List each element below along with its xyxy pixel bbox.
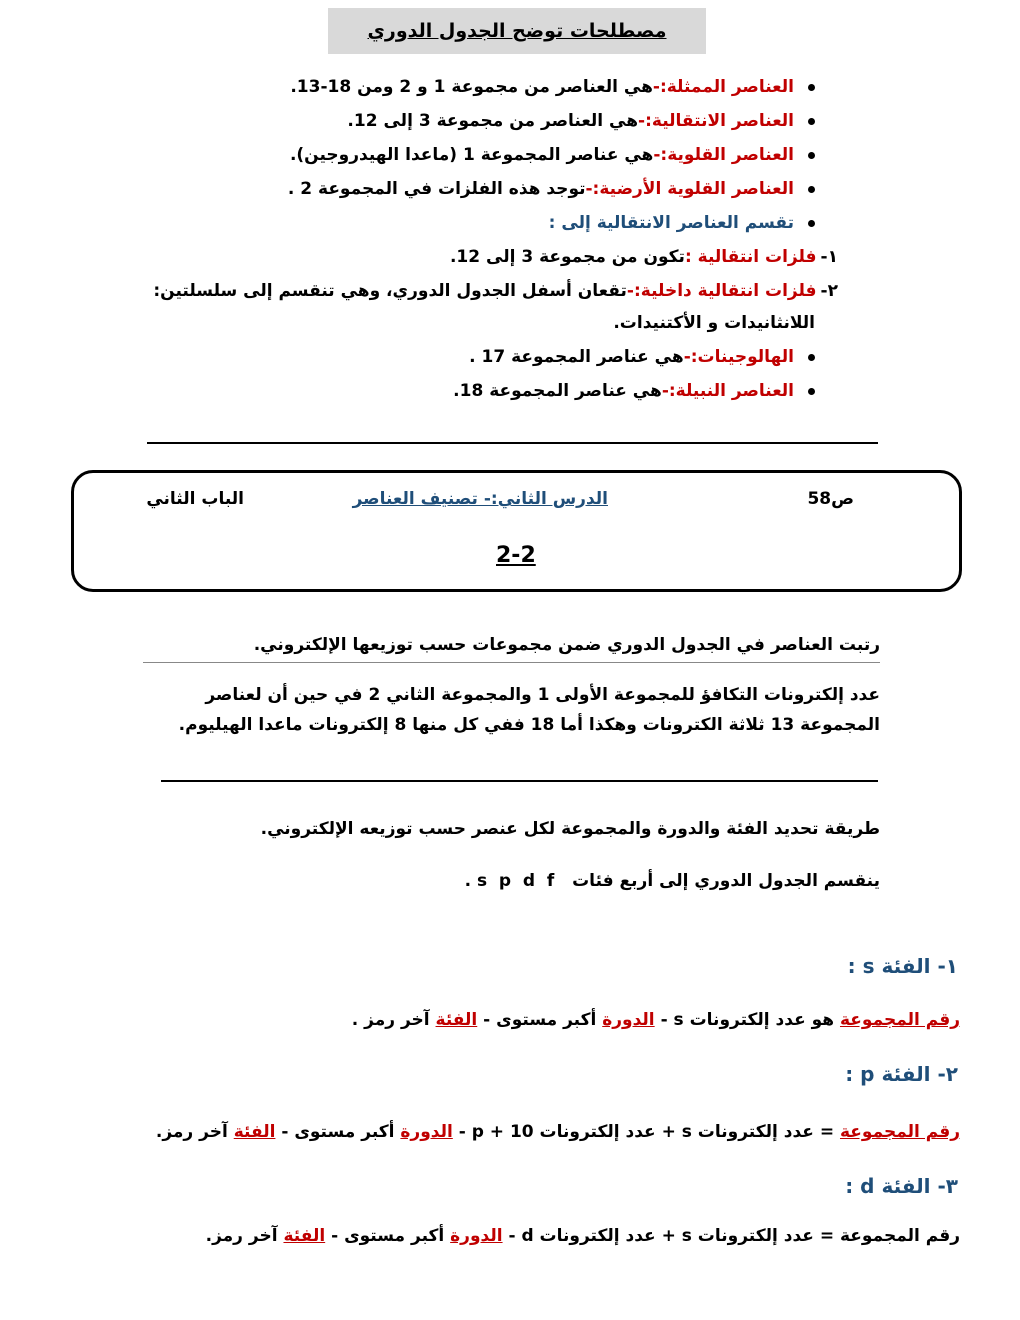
divider: [147, 442, 878, 444]
bullet-icon: [808, 220, 815, 227]
division-number: ٢-: [820, 281, 838, 301]
bullet-icon: [808, 388, 815, 395]
term-label: الهالوجينات:-: [683, 347, 794, 367]
division-label: فلزات انتقالية :: [684, 247, 817, 267]
paragraph-arrangement: رتبت العناصر في الجدول الدوري ضمن مجموعات حسب توزيعها الإلكتروني.: [253, 635, 880, 655]
category-s-rule: [352, 1010, 960, 1030]
divider: [161, 780, 878, 782]
bullet-icon: [808, 354, 815, 361]
chapter-title: الباب الثاني: [146, 489, 244, 509]
group-text: = عدد إلكترونات s + عدد إلكترونات d -: [508, 1226, 835, 1246]
term-label: العناصر الانتقالية:-: [638, 111, 794, 131]
block-label: الفئة: [233, 1122, 276, 1142]
division-number: ١-: [820, 247, 838, 267]
division-item: [147, 278, 838, 304]
group-label: رقم المجموعة: [839, 1010, 960, 1030]
term-item: [284, 142, 815, 168]
block-label: الفئة: [283, 1226, 326, 1246]
term-label: العناصر القلوية الأرضية:-: [585, 179, 794, 199]
category-p-rule: [156, 1122, 960, 1142]
term-label: العناصر النبيلة:-: [661, 381, 794, 401]
term-definition: هي عناصر المجموعة 1 (ماعدا الهيدروجين).: [289, 145, 654, 165]
term-label: العناصر الممثلة:-: [652, 77, 794, 97]
block-text: آخر رمز .: [351, 1010, 430, 1030]
term-label: العناصر القلوية:-: [653, 145, 794, 165]
term-definition: هي العناصر من مجموعة 1 و 2 ومن 18-13.: [290, 77, 653, 97]
term-definition: هي عناصر المجموعة 18.: [453, 381, 662, 401]
block-text: آخر رمز.: [155, 1122, 228, 1142]
group-text: = عدد إلكترونات s + عدد إلكترونات p + 10 -: [458, 1122, 835, 1142]
period-text: أكبر مستوى -: [483, 1010, 597, 1030]
term-item: [463, 344, 815, 370]
period-label: الدورة: [450, 1226, 503, 1246]
paragraph-blocks: ينقسم الجدول الدوري إلى أربع فئات s p d f .: [464, 871, 880, 891]
division-definition: تكون من مجموعة 3 إلى 12.: [449, 247, 685, 267]
term-item: [447, 378, 815, 404]
period-text: أكبر مستوى -: [331, 1226, 445, 1246]
term-definition: هي عناصر المجموعة 17 .: [469, 347, 684, 367]
term-label: تقسم العناصر الانتقالية إلى :: [548, 213, 794, 233]
category-s-heading: ١- الفئة s :: [847, 954, 958, 978]
group-label: رقم المجموعة: [839, 1122, 960, 1142]
division-continuation: اللانثانيدات و الأكتنيدات.: [613, 313, 815, 333]
division-label: فلزات انتقالية داخلية:-: [626, 281, 817, 301]
bullet-icon: [808, 84, 815, 91]
bullet-icon: [808, 118, 815, 125]
page-title-box: [328, 8, 706, 54]
paragraph-method: طريقة تحديد الفئة والدورة والمجموعة لكل عنصر حسب توزيعه الإلكتروني.: [260, 819, 880, 839]
page-number: ص58: [807, 489, 854, 509]
term-definition: هي العناصر من مجموعة 3 إلى 12.: [347, 111, 639, 131]
divider-thin: [143, 662, 880, 663]
lesson-number: 2-2: [496, 543, 536, 568]
period-label: الدورة: [602, 1010, 655, 1030]
division-item: [444, 244, 838, 270]
term-definition: توجد هذه الفلزات في المجموعة 2 .: [287, 179, 586, 199]
term-item: [543, 210, 815, 236]
group-text: هو عدد إلكترونات s -: [660, 1010, 835, 1030]
period-text: أكبر مستوى -: [281, 1122, 395, 1142]
category-d-rule: [206, 1226, 960, 1246]
page-title: مصطلحات توضح الجدول الدوري: [367, 20, 667, 42]
bullet-icon: [808, 186, 815, 193]
lesson-title: الدرس الثاني:- تصنيف العناصر: [352, 489, 608, 509]
term-item: [282, 176, 815, 202]
block-label: الفئة: [435, 1010, 478, 1030]
period-label: الدورة: [400, 1122, 453, 1142]
term-item: [284, 74, 815, 100]
paragraph-valence: عدد إلكترونات التكافؤ للمجموعة الأولى 1 والمجموعة الثاني 2 في حين أن لعناصر المجموعة 13 ثلاثة الكترونات وهكذا أما 18 ففي كل منها 8 إلكترونات ماعدا الهيليوم.: [178, 685, 880, 735]
group-label: رقم المجموعة: [839, 1226, 960, 1246]
block-text: آخر رمز.: [205, 1226, 278, 1246]
bullet-icon: [808, 152, 815, 159]
category-p-heading: ٢- الفئة p :: [845, 1062, 958, 1086]
division-definition: تقعان أسفل الجدول الدوري، وهي تنقسم إلى سلسلتين:: [153, 281, 627, 301]
category-d-heading: ٣- الفئة d :: [845, 1174, 958, 1198]
term-item: [341, 108, 815, 134]
